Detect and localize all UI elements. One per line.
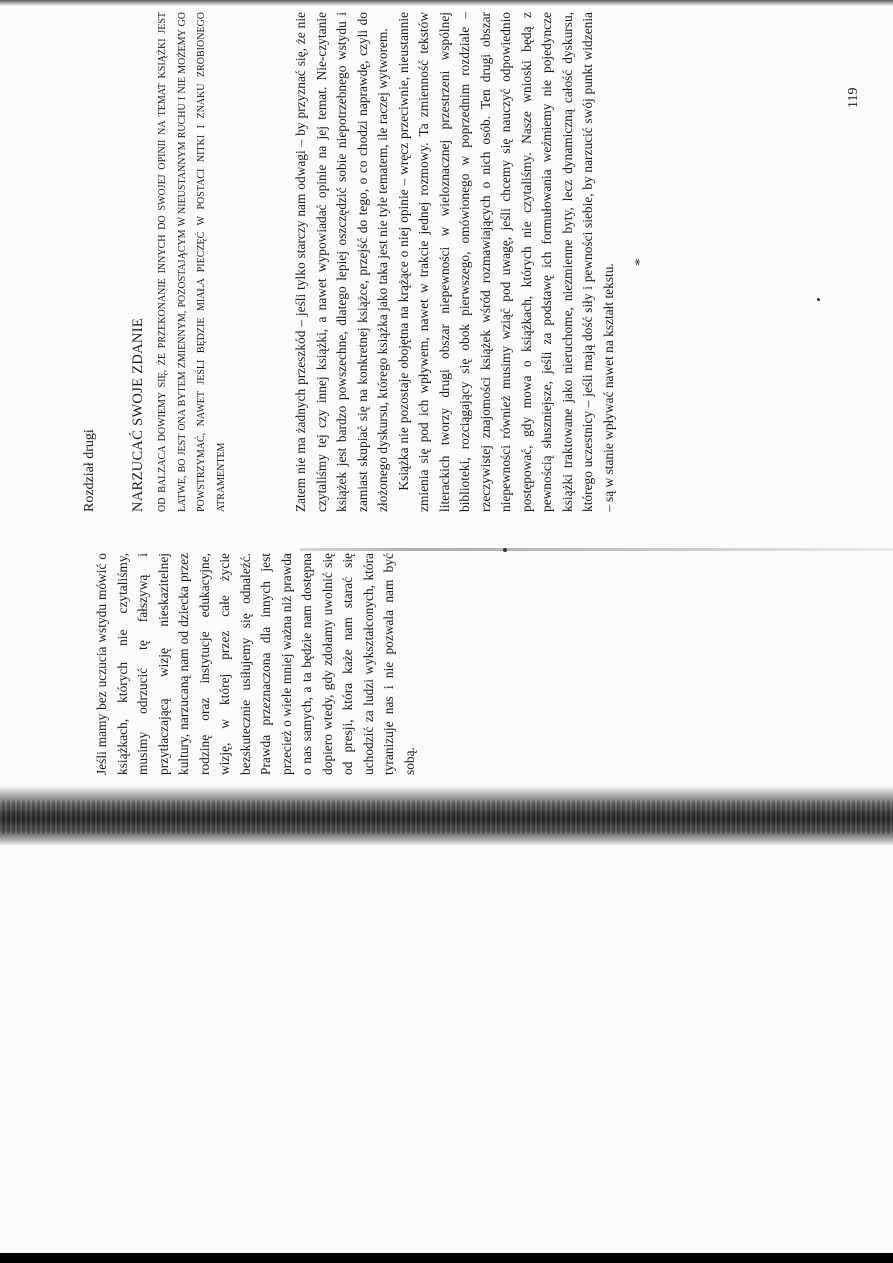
right-page-paragraph-1: Zatem nie ma żadnych przeszkód – jeśli tylko starczy nam odwagi – by przyznać się, że nie czytaliśmy tej czy innej książki, a nawet wypowiadać opinie na jej temat. Nie-czytanie książek jest bardzo powszechne, dlatego lepiej oszczędzić sobie niepotrzebnego wstydu i zamiast skupiać się na konkretnej książce, przejść do tego, o co chodzi naprawdę, czyli do złożonego dyskursu, którego książka jako taka jest nie tyle tematem, ile raczej wytworem. <box>293 12 390 512</box>
scan-top-shadow <box>0 0 893 6</box>
right-page <box>82 12 649 512</box>
chapter-label: Rozdział drugi <box>82 429 97 512</box>
left-page <box>92 553 420 775</box>
scan-speck <box>503 548 507 552</box>
chapter-subtitle: OD BALZACA DOWIEMY SIĘ, ŻE PRZEKONANIE INNYCH DO SWOJEJ OPINII NA TEMAT KSIĄŻKI JEST ŁATWE, BO JEST ONA BYTEM ZMIENNYM, POZOSTAJĄCYM W NIEUSTANNYM RUCHU I NIE MOŻEMY GO POWSTRZYMAĆ, NAWET JEŚLI BĘDZIE MIAŁA PIECZĘĆ W POSTACI NITKI I ZNAKU ZROBIONEGO ATRAMENTEM <box>157 12 227 512</box>
scan-speck <box>817 298 820 301</box>
book-binding-texture <box>0 800 893 834</box>
left-page-paragraph: Jeśli mamy bez uczucia wstydu mówić o książkach, których nie czytaliśmy, musimy odrzucić tę fałszywą i przytłaczającą wizję nieskazitelnej kultury, narzucaną nam od dziecka przez rodzinę oraz instytucje edukacyjne, wizję, w której przez całe życie bezskutecznie usiłujemy się odnaleźć. Prawda przeznaczona dla innych jest przecież o wiele mniej ważna niż prawda o nas samych, a ta będzie nam dostępna dopiero wtedy, gdy zdołamy uwolnić się od presji, która każe nam starać się uchodzić za ludzi wykształconych, która tyranizuje nas i nie pozwala nam być sobą. <box>94 553 417 775</box>
page-fold-line <box>300 548 893 551</box>
scan-bottom-edge <box>0 1253 893 1263</box>
section-separator: * <box>633 258 648 266</box>
right-page-paragraph-2: Książka nie pozostaje obojętna na krążące o niej opinie – wręcz przeciwnie, nieustannie zmienia się pod ich wpływem, nawet w trakcie jednej rozmowy. Ta zmienność tekstów literackich tworzy drugi obszar niepewności w wieloznacznej przestrzeni wspólnej biblioteki, rozciągający się obok pierwszego, omówionego w poprzednim rozdziale – rzeczywistej znajomości książek wśród rozmawiających o nich osób. Ten drugi obszar niepewności również musimy wziąć pod uwagę, jeśli chcemy się nauczyć odpowiednio postępować, gdy mowa o książkach, których nie czytaliśmy. Nasze wnioski będą z pewnością słuszniejsze, jeśli za podstawę ich formułowania weźmiemy nie pojedyncze książki traktowane jako nieruchome, niezmienne byty, lecz dynamiczną całość dyskursu, którego uczestnicy – jeśli mają dość siły i pewności siebie, by narzucić swój punkt widzenia – są w stanie wpływać nawet na kształt tekstu. <box>395 12 616 512</box>
chapter-title: NARZUCAĆ SWOJE ZDANIE <box>130 318 146 512</box>
page-number: 119 <box>846 87 861 108</box>
